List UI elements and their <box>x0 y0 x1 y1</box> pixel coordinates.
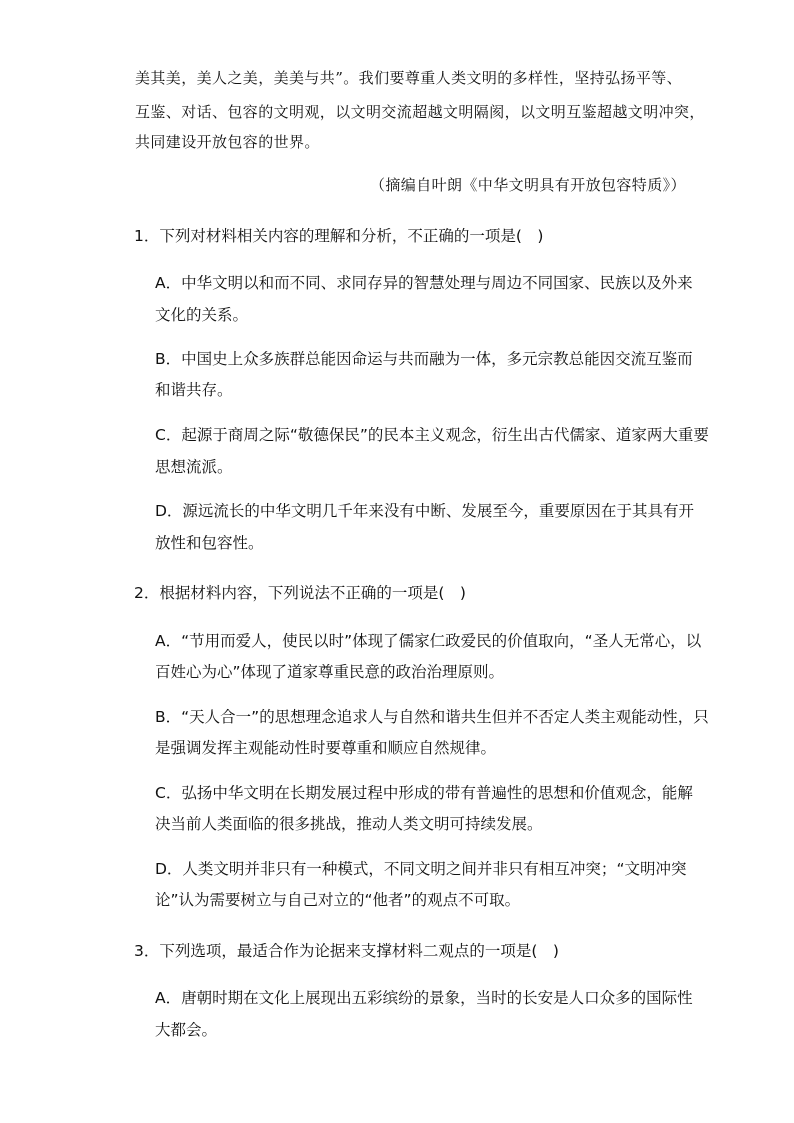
question-2-stem: 2．根据材料内容，下列说法不正确的一项是( ) <box>134 584 466 602</box>
q1-option-c-line-1: C．起源于商周之际“敬德保民”的民本主义观念，衍生出古代儒家、道家两大重要 <box>155 426 709 444</box>
q3-option-a-line-2: 大都会。 <box>155 1021 218 1039</box>
q1-option-c-line-2: 思想流派。 <box>155 458 233 476</box>
q1-option-b-line-2: 和谐共存。 <box>155 381 233 399</box>
passage-line-1: 美其美，美人之美，美美与共”。我们要尊重人类文明的多样性，坚持弘扬平等、 <box>135 69 683 87</box>
q2-option-a-line-2: 百姓心为心”体现了道家尊重民意的政治治理原则。 <box>155 663 505 681</box>
q1-option-a-line-2: 文化的关系。 <box>155 306 249 324</box>
passage-line-2: 互鉴、对话、包容的文明观，以文明交流超越文明隔阂，以文明互鉴超越文明冲突， <box>135 103 705 121</box>
passage-source: （摘编自叶朗《中华文明具有开放包容特质》） <box>370 176 686 194</box>
q2-option-b-line-2: 是强调发挥主观能动性时要尊重和顺应自然规律。 <box>155 739 497 757</box>
question-1-stem: 1．下列对材料相关内容的理解和分析，不正确的一项是( ) <box>134 227 544 245</box>
q2-option-d-line-2: 论”认为需要树立与自己对立的“他者”的观点不可取。 <box>155 891 521 909</box>
q2-option-c-line-1: C．弘扬中华文明在长期发展过程中形成的带有普遍性的思想和价值观念，能解 <box>155 784 693 802</box>
q3-option-a-line-1: A．唐朝时期在文化上展现出五彩缤纷的景象，当时的长安是人口众多的国际性 <box>155 989 693 1007</box>
q1-option-d-line-2: 放性和包容性。 <box>155 534 264 552</box>
question-3-stem: 3．下列选项，最适合作为论据来支撑材料二观点的一项是( ) <box>134 942 559 960</box>
q1-option-b-line-1: B．中国史上众多族群总能因命运与共而融为一体，多元宗教总能因交流互鉴而 <box>155 350 693 368</box>
q1-option-d-line-1: D．源远流长的中华文明几千年来没有中断、发展至今，重要原因在于其具有开 <box>155 502 694 520</box>
q2-option-d-line-1: D．人类文明并非只有一种模式，不同文明之间并非只有相互冲突；“文明冲突 <box>155 860 687 878</box>
passage-line-3: 共同建设开放包容的世界。 <box>135 133 320 151</box>
q2-option-b-line-1: B．“天人合一”的思想理念追求人与自然和谐共生但并不否定人类主观能动性，只 <box>155 708 709 726</box>
q2-option-c-line-2: 决当前人类面临的很多挑战，推动人类文明可持续发展。 <box>155 815 543 833</box>
q2-option-a-line-1: A．“节用而爱人，使民以时”体现了儒家仁政爱民的价值取向，“圣人无常心，以 <box>155 632 702 650</box>
q1-option-a-line-1: A．中华文明以和而不同、求同存异的智慧处理与周边不同国家、民族以及外来 <box>155 274 693 292</box>
